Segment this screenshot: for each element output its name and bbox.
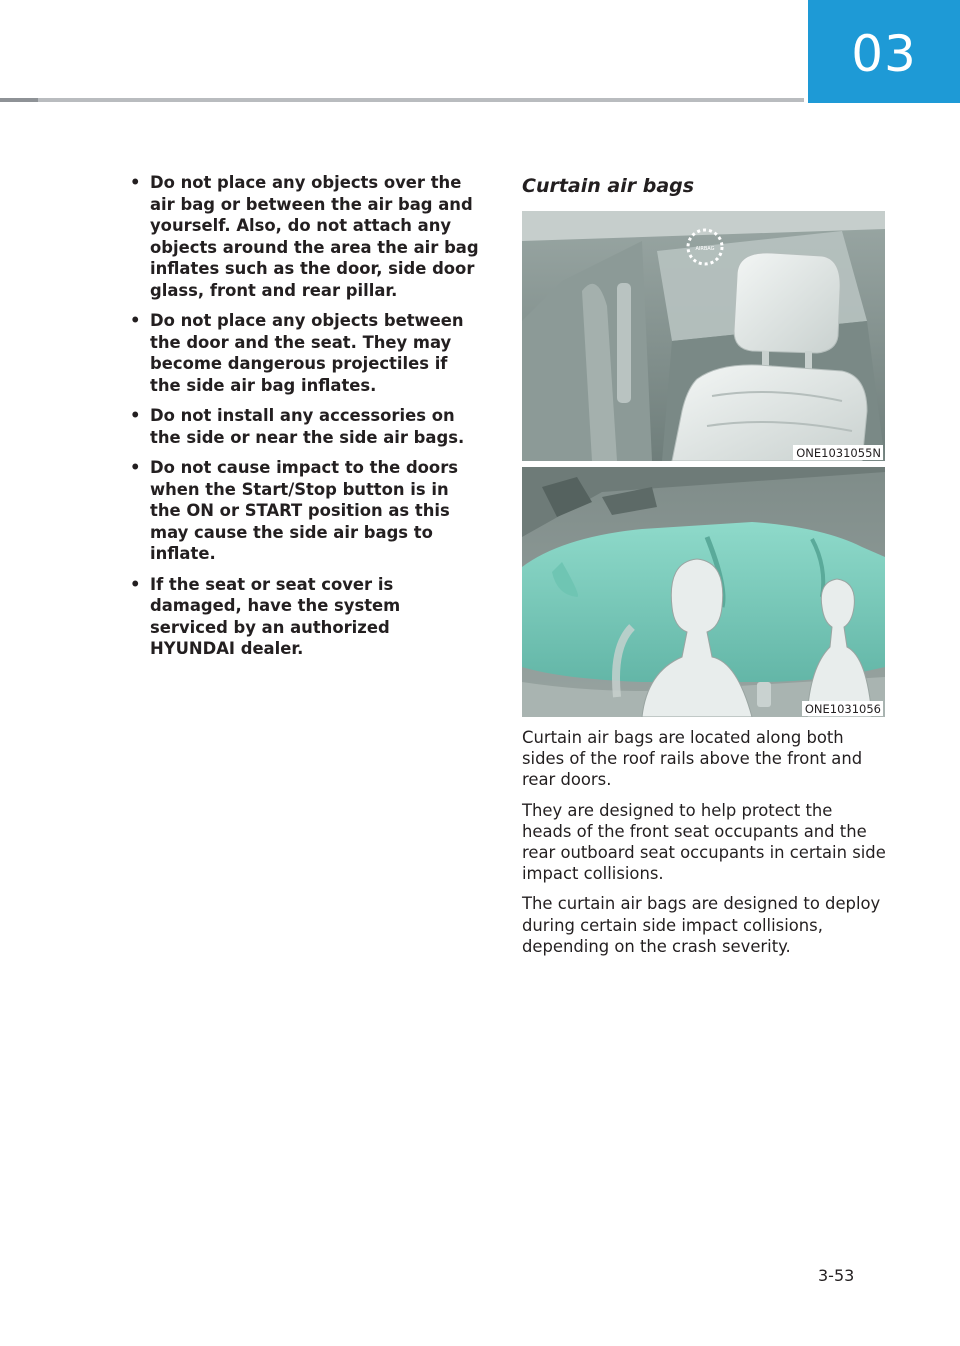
bullet-marker: • (130, 173, 141, 192)
bullet-marker: • (130, 574, 141, 594)
warning-list-column (128, 172, 480, 669)
bullet-marker: • (130, 458, 141, 477)
description-paragraph: The curtain air bags are designed to deploy during certain side impact collisions, depending on the crash severity. (522, 894, 881, 956)
curtain-airbag-description (522, 727, 886, 957)
bullet-marker: • (130, 311, 141, 330)
curtain-deploy-drawing (522, 467, 885, 717)
section-title: Curtain air bags (522, 175, 695, 197)
bullet-text: Do not place any objects between the door and the seat. They may become dangerous projectiles if the side air bag inflates. (150, 311, 464, 395)
bullet-text: Do not place any objects over the air bag or between the air bag and yourself. Also, do not attach any objects around the area the air bag inflates such as the door, side door glass, front and rear pillar. (150, 173, 479, 300)
bullet-text: Do not install any accessories on the side or near the side air bags. (150, 406, 465, 447)
description-paragraph: Curtain air bags are located along both sides of the roof rails above the front and rear doors. (522, 728, 863, 790)
header-rule-accent (0, 98, 38, 102)
curtain-airbag-section (522, 172, 886, 966)
page-number: 3-53 (818, 1266, 855, 1285)
bullet-marker: • (130, 406, 141, 425)
warning-bullet-item (128, 172, 480, 301)
curtain-airbag-illustration (522, 467, 885, 717)
seat-interior-drawing (522, 211, 885, 461)
header-rule (0, 98, 804, 102)
warning-bullet-list (128, 172, 480, 660)
airbag-badge-label: AIRBAG (695, 246, 715, 252)
figure-code: ONE1031056 (802, 701, 883, 716)
warning-bullet-item (128, 310, 480, 396)
bullet-text: If the seat or seat cover is damaged, have the system serviced by an authorized HYUNDAI dealer. (150, 574, 401, 658)
seat-airbag-illustration (522, 211, 885, 461)
chapter-tab: 03 (808, 0, 960, 103)
warning-bullet-item (128, 574, 480, 660)
figure-code: ONE1031055N (793, 445, 883, 460)
bullet-text: Do not cause impact to the doors when the Start/Stop button is in the ON or START position as this may cause the side air bags to inflate. (150, 458, 459, 563)
warning-bullet-item (128, 405, 480, 448)
warning-bullet-item (128, 457, 480, 565)
description-paragraph: They are designed to help protect the heads of the front seat occupants and the rear outboard seat occupants in certain side impact collisions. (522, 800, 886, 884)
